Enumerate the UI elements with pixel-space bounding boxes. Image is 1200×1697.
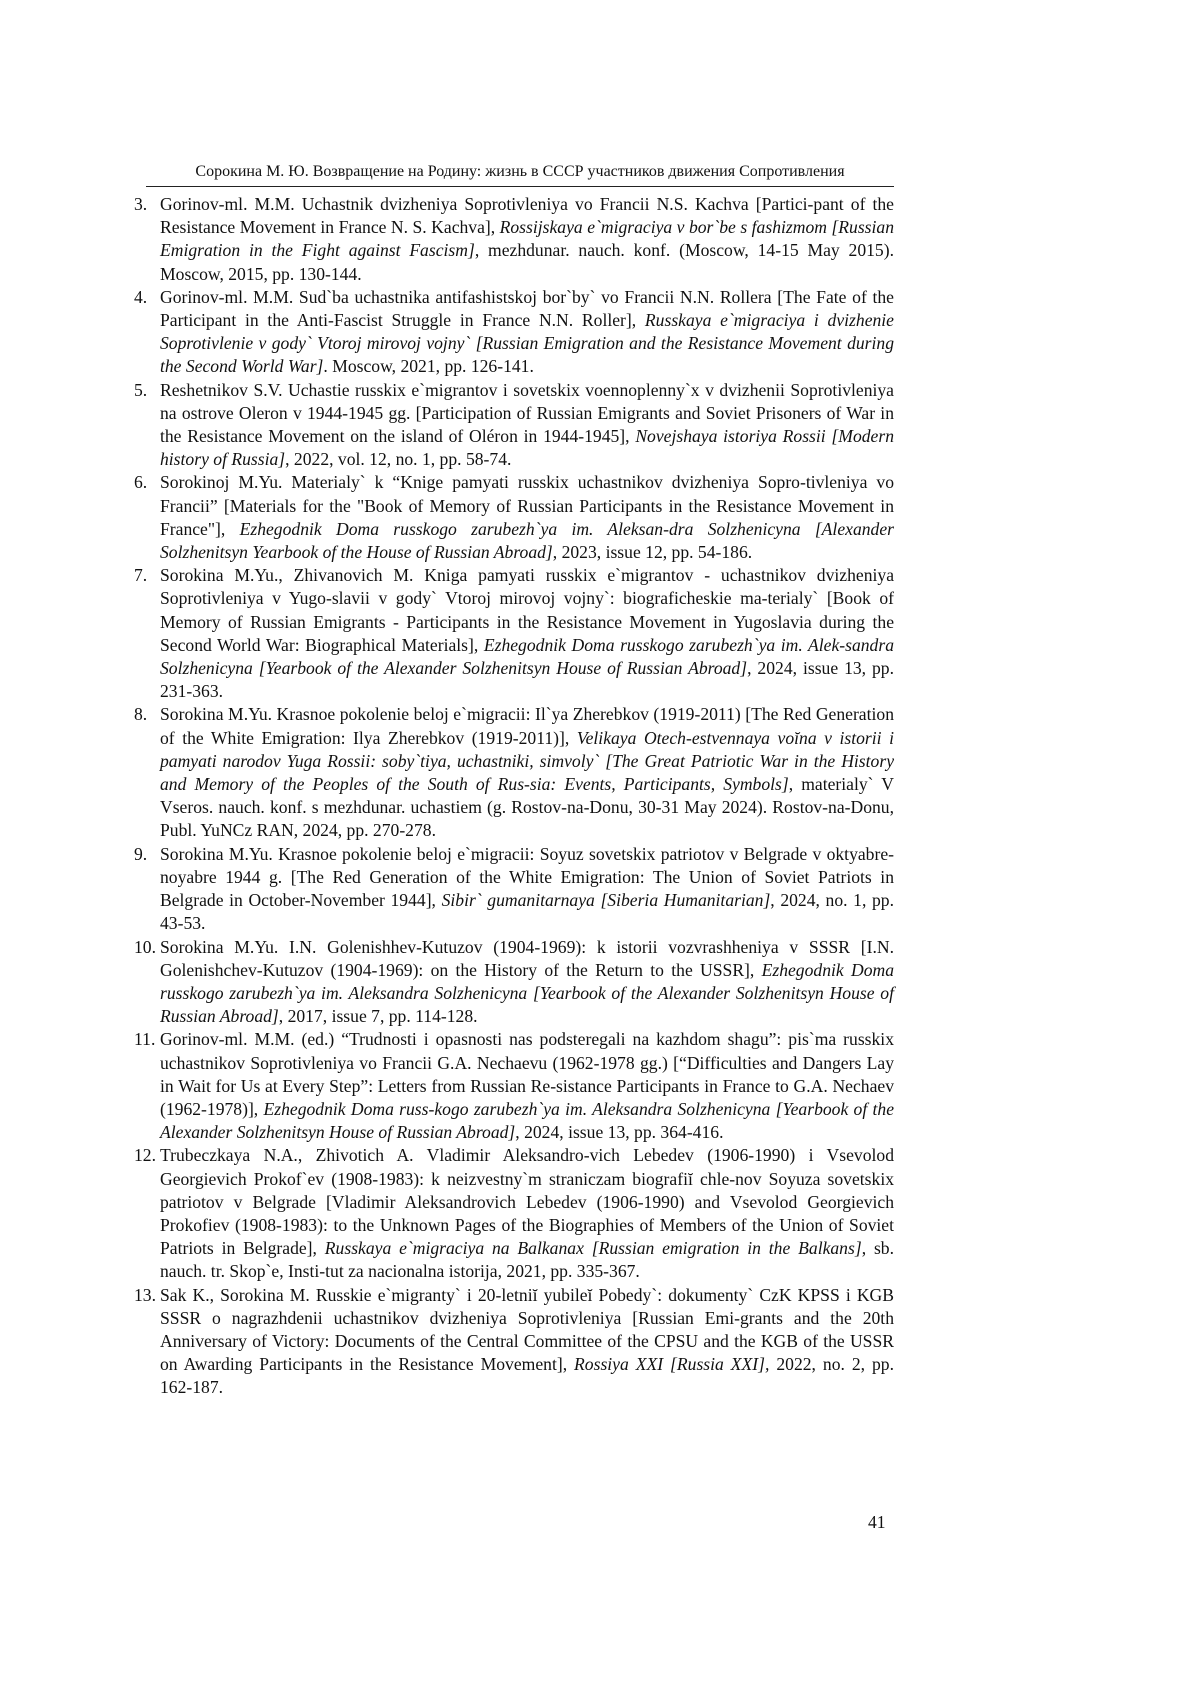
page-number: 41 xyxy=(868,1511,886,1533)
reference-text: Sorokina M.Yu., Zhivanovich M. Kniga pamyati russkix e`migrantov - uchastnikov dvizheniya Soprotivleniya v Yugo-slavii v gody` Vtoroj mirovoj vojny`: biograficheskie ma-terialy` [Book of Memory of Russian Emigrants - Participants in the Resistance Movement in Yugoslavia during the Second World War: Biographical Materials], xyxy=(160,565,894,655)
reference-number: 3. xyxy=(134,193,147,216)
header-rule xyxy=(146,186,894,187)
reference-text: Gorinov-ml. M.M. Sud`ba uchastnika antifashistskoj bor`by` vo Francii N.N. Rollera [The Fate of the Participant in the Anti-Fascist Struggle in France N.N. Roller], xyxy=(160,287,894,330)
reference-source-title: Rossiya XXI [Russia XXI], xyxy=(574,1354,769,1374)
reference-item xyxy=(134,1028,894,1144)
reference-number: 11. xyxy=(134,1028,155,1051)
reference-number: 9. xyxy=(134,843,147,866)
reference-item xyxy=(134,1284,894,1400)
reference-details: , sb. nauch. tr. Skop`e, Insti-tut za nacionalna istorija, 2021, pp. 335-367. xyxy=(160,1238,894,1281)
reference-source-title: Russkaya e`migraciya i dvizhenie Soprotivlenie v gody` Vtoroj mirovoj vojny` [Russian Emigration and the Resistance Movement during the Second World War] xyxy=(160,310,894,376)
reference-details: , 2024, issue 13, pp. 231-363. xyxy=(160,658,894,701)
reference-details: , 2017, issue 7, pp. 114-128. xyxy=(279,1006,478,1026)
reference-list xyxy=(134,193,894,1400)
reference-source-title: Sibir` gumanitarnaya [Siberia Humanitarian] xyxy=(442,890,771,910)
reference-source-title: Ezhegodnik Doma russkogo zarubezh`ya im. Aleksandra Solzhenicyna [Yearbook of the Alexander Solzhenitsyn House of Russian Abroad] xyxy=(160,960,894,1026)
reference-text: Sorokinoj M.Yu. Materialy` k “Knige pamyati russkix uchastnikov dvizheniya Sopro-tivleniya vo Francii” [Materials for the "Book of Memory of Russian Participants in the Resistance Movement in France"], xyxy=(160,472,894,538)
reference-item xyxy=(134,843,894,936)
reference-number: 10. xyxy=(134,936,156,959)
reference-item xyxy=(134,379,894,472)
reference-text: Sorokina M.Yu. Krasnoe pokolenie beloj e`migracii: Il`ya Zherebkov (1919-2011) [The Red Generation of the White Emigration: Ilya Zherebkov (1919-2011)], xyxy=(160,704,894,747)
reference-details: , 2024, no. 1, pp. 43-53. xyxy=(160,890,894,933)
reference-text: Gorinov-ml. M.M. Uchastnik dvizheniya Soprotivleniya vo Francii N.S. Kachva [Partici-pant of the Resistance Movement in France N. S. Kachva], xyxy=(160,194,894,237)
reference-number: 12. xyxy=(134,1144,156,1167)
reference-details: , 2022, vol. 12, no. 1, pp. 58-74. xyxy=(285,449,511,469)
reference-number: 5. xyxy=(134,379,147,402)
reference-source-title: Ezhegodnik Doma russkogo zarubezh`ya im. Alek-sandra Solzhenicyna [Yearbook of the Alexander Solzhenitsyn House of Russian Abroad] xyxy=(160,635,894,678)
reference-details: , mezhdunar. nauch. konf. (Moscow, 14-15 May 2015). Moscow, 2015, pp. 130-144. xyxy=(160,240,894,283)
reference-number: 6. xyxy=(134,471,147,494)
reference-text: Reshetnikov S.V. Uchastie russkix e`migrantov i sovetskix voennoplenny`x v dvizhenii Soprotivleniya na ostrove Oleron v 1944-1945 gg. [Participation of Russian Emigrants and Soviet Prisoners of War in the Resistance Movement on the island of Oléron in 1944-1945], xyxy=(160,380,894,446)
reference-text: Sorokina M.Yu. Krasnoe pokolenie beloj e`migracii: Soyuz sovetskix patriotov v Belgrade v oktyabre-noyabre 1944 g. [The Red Generation of the White Emigration: The Union of Soviet Patriots in Belgrade in October-November 1944], xyxy=(160,844,894,910)
reference-source-title: Russkaya e`migraciya na Balkanax [Russian emigration in the Balkans] xyxy=(325,1238,862,1258)
reference-item xyxy=(134,936,894,1029)
reference-details: . Moscow, 2021, pp. 126-141. xyxy=(323,356,533,376)
reference-source-title: Rossijskaya e`migraciya v bor`be s fashizmom [Russian Emigration in the Fight against Fascism] xyxy=(160,217,894,260)
reference-item xyxy=(134,286,894,379)
reference-text: Gorinov-ml. M.M. (ed.) “Trudnosti i opasnosti nas podsteregali na kazhdom shagu”: pis`ma russkix uchastnikov Soprotivleniya vo Francii G.A. Nechaevu (1962-1978 gg.) [“Difficulties and Dangers Lay in Wait for Us at Every Step”: Letters from Russian Re-sistance Participants in France to G.A. Nechaev (1962-1978)], xyxy=(160,1029,894,1119)
reference-number: 4. xyxy=(134,286,147,309)
reference-item xyxy=(134,703,894,842)
reference-text: Sak K., Sorokina M. Russkie e`migranty` i 20-letniĭ yubileĭ Pobedy`: dokumenty` CzK KPSS i KGB SSSR o nagrazhdenii uchastnikov dvizheniya Soprotivleniya [Russian Emi-grants and the 20th Anniversary of Victory: Documents of the Central Committee of the CPSU and the KGB of the USSR on Awarding Participants in the Resistance Movement], xyxy=(160,1285,894,1375)
reference-source-title: Velikaya Otech-estvennaya voĭna v istorii i pamyati narodov Yuga Rossii: soby`tiya, uchastniki, simvoly` [The Great Patriotic War in the History and Memory of the Peoples of the South of Rus-sia: Events, Participants, Symbols] xyxy=(160,728,894,794)
reference-details: , materialy` V Vseros. nauch. konf. s mezhdunar. uchastiem (g. Rostov-na-Donu, 30-31 May 2024). Rostov-na-Donu, Publ. YuNCz RAN, 2024, pp. 270-278. xyxy=(160,774,894,840)
reference-text: Sorokina M.Yu. I.N. Golenishhev-Kutuzov (1904-1969): k istorii vozvrashheniya v SSSR [I.N. Golenishchev-Kutuzov (1904-1969): on the History of the Return to the USSR], xyxy=(160,937,894,980)
reference-number: 8. xyxy=(134,703,147,726)
reference-item xyxy=(134,1144,894,1283)
reference-source-title: Novejshaya istoriya Rossii [Modern history of Russia] xyxy=(160,426,894,469)
reference-number: 7. xyxy=(134,564,147,587)
reference-item xyxy=(134,564,894,703)
reference-source-title: Ezhegodnik Doma russ-kogo zarubezh`ya im. Aleksandra Solzhenicyna [Yearbook of the Alexander Solzhenitsyn House of Russian Abroad] xyxy=(160,1099,894,1142)
reference-details: 2022, no. 2, pp. 162-187. xyxy=(160,1354,894,1397)
reference-source-title: Ezhegodnik Doma russkogo zarubezh`ya im. Aleksan-dra Solzhenicyna [Alexander Solzhenitsyn Yearbook of the House of Russian Abroad] xyxy=(160,519,894,562)
reference-details: , 2024, issue 13, pp. 364-416. xyxy=(515,1122,723,1142)
reference-number: 13. xyxy=(134,1284,156,1307)
running-head: Сорокина М. Ю. Возвращение на Родину: жизнь в СССР участников движения Сопротивления xyxy=(146,162,894,182)
reference-details: , 2023, issue 12, pp. 54-186. xyxy=(553,542,752,562)
reference-text: Trubeczkaya N.A., Zhivotich A. Vladimir Aleksandro-vich Lebedev (1906-1990) i Vsevolod Georgievich Prokof`ev (1908-1983): k neizvestny`m straniczam biografiĭ chle-nov Soyuza sovetskix patriotov v Belgrade [Vladimir Aleksandrovich Lebedev (1906-1990) and Vsevolod Georgievich Prokofiev (1908-1983): to the Unknown Pages of the Biographies of Members of the Union of Soviet Patriots in Belgrade], xyxy=(160,1145,894,1258)
reference-item xyxy=(134,193,894,286)
reference-item xyxy=(134,471,894,564)
